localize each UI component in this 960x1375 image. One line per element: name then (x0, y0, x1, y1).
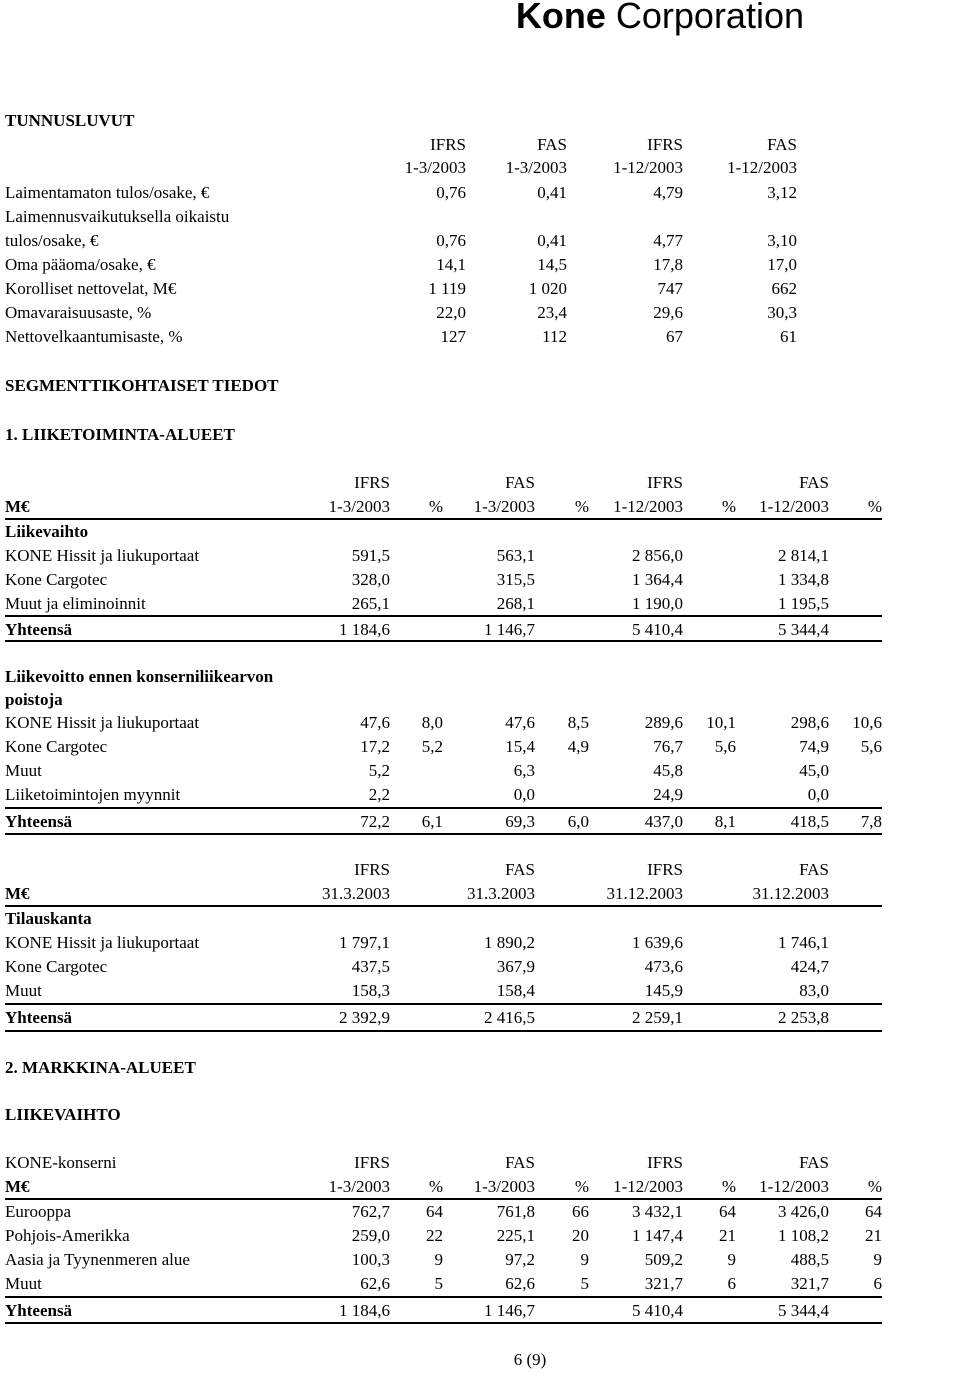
cell-value: 424,7 (790, 957, 829, 976)
cell-value: 158,3 (351, 981, 390, 1000)
column-header: FAS (537, 135, 567, 154)
cell-value: 367,9 (496, 957, 535, 976)
row-label: KONE Hissit ja liukuportaat (5, 713, 200, 732)
cell-value: 747 (657, 279, 683, 298)
cell-value: 47,6 (360, 713, 390, 732)
cell-value: 5,6 (714, 737, 736, 756)
unit-label: M€ (5, 1177, 30, 1196)
rule-line (5, 615, 882, 617)
column-header: % (867, 497, 882, 516)
cell-value: 3 432,1 (632, 1202, 683, 1221)
column-header: 1-12/2003 (727, 158, 797, 177)
column-header: 31.3.2003 (322, 884, 390, 903)
cell-value: 1 797,1 (339, 933, 390, 952)
row-label: Muut (5, 1274, 42, 1293)
column-header: IFRS (354, 860, 390, 879)
cell-value: 47,6 (505, 713, 535, 732)
row-label: Aasia ja Tyynenmeren alue (5, 1250, 190, 1269)
row-label: Oma pääoma/osake, € (5, 255, 156, 274)
column-header: IFRS (354, 1153, 390, 1172)
column-header: 1-12/2003 (613, 497, 683, 516)
column-header: 31.3.2003 (467, 884, 535, 903)
cell-value: 321,7 (644, 1274, 683, 1293)
column-header: FAS (799, 1153, 829, 1172)
row-label: Eurooppa (5, 1202, 72, 1221)
cell-value: 23,4 (537, 303, 567, 322)
cell-value: 62,6 (505, 1274, 535, 1293)
total-label: Yhteensä (5, 620, 73, 639)
cell-value: 1 108,2 (778, 1226, 829, 1245)
column-header: 1-12/2003 (759, 1177, 829, 1196)
cell-value: 8,0 (421, 713, 443, 732)
cell-value: 1 020 (528, 279, 567, 298)
cell-value: 315,5 (496, 570, 535, 589)
column-header: % (574, 1177, 589, 1196)
column-header: IFRS (647, 473, 683, 492)
total-value: 5 410,4 (632, 1301, 683, 1320)
cell-value: 0,41 (537, 183, 567, 202)
cell-value: 62,6 (360, 1274, 390, 1293)
row-label: Korolliset nettovelat, M€ (5, 279, 177, 298)
column-header: IFRS (647, 860, 683, 879)
column-header: 1-3/2003 (328, 1177, 390, 1196)
cell-value: 2,2 (368, 785, 390, 804)
cell-value: 328,0 (351, 570, 390, 589)
cell-value: 29,6 (653, 303, 683, 322)
cell-value: 298,6 (790, 713, 829, 732)
cell-value: 127 (440, 327, 466, 346)
total-value: 5 410,4 (632, 620, 683, 639)
logo-brand: Kone (515, 0, 606, 36)
column-header: FAS (505, 860, 535, 879)
cell-value: 14,1 (436, 255, 466, 274)
cell-value: 30,3 (767, 303, 797, 322)
company-logo (516, 0, 804, 36)
rule-line (5, 518, 882, 520)
cell-value: 145,9 (644, 981, 683, 1000)
cell-value: 112 (542, 327, 567, 346)
cell-value: 1 746,1 (778, 933, 829, 952)
cell-value: 761,8 (496, 1202, 535, 1221)
row-label: Pohjois-Amerikka (5, 1226, 130, 1245)
group-title: Liikevoitto ennen konserniliikearvon (5, 667, 274, 686)
cell-value: 8,5 (567, 713, 589, 732)
cell-value: 1 364,4 (632, 570, 683, 589)
column-header: % (721, 497, 736, 516)
column-header: FAS (799, 860, 829, 879)
cell-value: 6 (727, 1274, 736, 1293)
cell-value: 14,5 (537, 255, 567, 274)
rule-line (5, 807, 882, 809)
cell-value: 10,6 (852, 713, 882, 732)
total-value: 2 253,8 (778, 1008, 829, 1027)
column-header: 1-3/2003 (404, 158, 466, 177)
cell-value: 83,0 (799, 981, 829, 1000)
column-header: IFRS (647, 135, 683, 154)
cell-value: 3,12 (767, 183, 797, 202)
cell-value: 3,10 (767, 231, 797, 250)
cell-value: 4,77 (653, 231, 683, 250)
cell-value: 64 (426, 1202, 443, 1221)
rule-line (5, 640, 882, 642)
cell-value: 5,2 (368, 761, 390, 780)
total-value: 418,5 (790, 812, 829, 831)
column-header: FAS (505, 473, 535, 492)
cell-value: 0,0 (513, 785, 535, 804)
cell-value: 2 856,0 (632, 546, 683, 565)
row-label: Kone Cargotec (5, 570, 108, 589)
total-value: 1 184,6 (339, 1301, 390, 1320)
row-label: Liiketoimintojen myynnit (5, 785, 181, 804)
cell-value: 259,0 (351, 1226, 390, 1245)
cell-value: 6,3 (513, 761, 535, 780)
cell-value: 1 890,2 (484, 933, 535, 952)
total-value: 5 344,4 (778, 1301, 829, 1320)
total-value: 2 392,9 (339, 1008, 390, 1027)
cell-value: 0,41 (537, 231, 567, 250)
cell-value: 5 (580, 1274, 589, 1293)
cell-value: 1 119 (428, 279, 466, 298)
column-header: 1-12/2003 (759, 497, 829, 516)
cell-value: 563,1 (496, 546, 535, 565)
cell-value: 591,5 (351, 546, 390, 565)
rule-line (5, 833, 882, 835)
column-header: IFRS (354, 473, 390, 492)
cell-value: 45,0 (799, 761, 829, 780)
cell-value: 473,6 (644, 957, 683, 976)
column-header: 1-3/2003 (505, 158, 567, 177)
cell-value: 22,0 (436, 303, 466, 322)
total-value: 6,0 (567, 812, 589, 831)
cell-value: 6 (873, 1274, 882, 1293)
cell-value: 10,1 (706, 713, 736, 732)
cell-value: 61 (780, 327, 797, 346)
total-value: 2 259,1 (632, 1008, 683, 1027)
column-header: 1-3/2003 (473, 1177, 535, 1196)
column-header: 1-12/2003 (613, 158, 683, 177)
cell-value: 17,0 (767, 255, 797, 274)
column-header: IFRS (647, 1153, 683, 1172)
total-value: 1 184,6 (339, 620, 390, 639)
row-label: Laimentamaton tulos/osake, € (5, 183, 210, 202)
cell-value: 2 814,1 (778, 546, 829, 565)
column-header: % (428, 1177, 443, 1196)
cell-value: 5,6 (860, 737, 882, 756)
column-header: 31.12.2003 (752, 884, 829, 903)
total-value: 5 344,4 (778, 620, 829, 639)
row-label: Omavaraisuusaste, % (5, 303, 152, 322)
cell-value: 45,8 (653, 761, 683, 780)
cell-value: 1 195,5 (778, 594, 829, 613)
total-label: Yhteensä (5, 1008, 73, 1027)
column-header: 1-12/2003 (613, 1177, 683, 1196)
cell-value: 1 334,8 (778, 570, 829, 589)
cell-value: 21 (865, 1226, 882, 1245)
total-label: Yhteensä (5, 1301, 73, 1320)
column-header: FAS (505, 1153, 535, 1172)
row-label: Kone Cargotec (5, 737, 108, 756)
group-title: poistoja (5, 690, 63, 709)
total-value: 437,0 (644, 812, 683, 831)
group-label: KONE-konserni (5, 1153, 117, 1172)
row-label: Nettovelkaantumisaste, % (5, 327, 183, 346)
cell-value: 488,5 (790, 1250, 829, 1269)
column-header: 1-3/2003 (473, 497, 535, 516)
total-value: 72,2 (360, 812, 390, 831)
rule-line (5, 1296, 882, 1298)
rule-line (5, 1322, 882, 1324)
total-value: 7,8 (860, 812, 882, 831)
total-value: 6,1 (421, 812, 443, 831)
cell-value: 20 (572, 1226, 589, 1245)
cell-value: 0,76 (436, 183, 466, 202)
cell-value: 66 (572, 1202, 589, 1221)
row-label: KONE Hissit ja liukuportaat (5, 933, 200, 952)
cell-value: 225,1 (496, 1226, 535, 1245)
cell-value: 17,2 (360, 737, 390, 756)
cell-value: 265,1 (351, 594, 390, 613)
column-header: 1-3/2003 (328, 497, 390, 516)
cell-value: 321,7 (790, 1274, 829, 1293)
row-label: Muut ja eliminoinnit (5, 594, 146, 613)
cell-value: 762,7 (351, 1202, 390, 1221)
cell-value: 509,2 (644, 1250, 683, 1269)
cell-value: 21 (719, 1226, 736, 1245)
logo-company: Corporation (615, 0, 804, 36)
column-header: % (428, 497, 443, 516)
row-label: Kone Cargotec (5, 957, 108, 976)
section-title: TUNNUSLUVUT (5, 111, 135, 130)
rule-line (5, 905, 882, 907)
unit-label: M€ (5, 884, 30, 903)
group-title: Liikevaihto (5, 522, 89, 541)
column-header: 31.12.2003 (606, 884, 683, 903)
cell-value: 64 (719, 1202, 736, 1221)
cell-value: 76,7 (653, 737, 683, 756)
column-header: FAS (767, 135, 797, 154)
cell-value: 97,2 (505, 1250, 535, 1269)
column-header: % (574, 497, 589, 516)
column-header: % (721, 1177, 736, 1196)
row-label: Laimennusvaikutuksella oikaistu (5, 207, 230, 226)
row-label: Muut (5, 981, 42, 1000)
section-title: 1. LIIKETOIMINTA-ALUEET (5, 425, 235, 444)
cell-value: 158,4 (496, 981, 535, 1000)
total-value: 2 416,5 (484, 1008, 535, 1027)
cell-value: 64 (865, 1202, 882, 1221)
cell-value: 9 (580, 1250, 589, 1269)
row-label: tulos/osake, € (5, 231, 99, 250)
cell-value: 0,76 (436, 231, 466, 250)
unit-label: M€ (5, 497, 30, 516)
cell-value: 5,2 (421, 737, 443, 756)
column-header: FAS (799, 473, 829, 492)
total-label: Yhteensä (5, 812, 73, 831)
cell-value: 662 (771, 279, 797, 298)
total-value: 1 146,7 (484, 1301, 535, 1320)
row-label: KONE Hissit ja liukuportaat (5, 546, 200, 565)
cell-value: 268,1 (496, 594, 535, 613)
rule-line (5, 1030, 882, 1032)
cell-value: 289,6 (644, 713, 683, 732)
section-title: SEGMENTTIKOHTAISET TIEDOT (5, 376, 279, 395)
rule-line (5, 1003, 882, 1005)
cell-value: 9 (873, 1250, 882, 1269)
cell-value: 4,79 (653, 183, 683, 202)
cell-value: 1 147,4 (632, 1226, 683, 1245)
cell-value: 100,3 (351, 1250, 390, 1269)
cell-value: 5 (434, 1274, 443, 1293)
cell-value: 1 639,6 (632, 933, 683, 952)
cell-value: 437,5 (351, 957, 390, 976)
column-header: % (867, 1177, 882, 1196)
total-value: 8,1 (714, 812, 736, 831)
cell-value: 67 (666, 327, 683, 346)
column-header: IFRS (430, 135, 466, 154)
cell-value: 0,0 (807, 785, 829, 804)
cell-value: 9 (727, 1250, 736, 1269)
section-title: LIIKEVAIHTO (5, 1105, 121, 1124)
cell-value: 22 (426, 1226, 443, 1245)
cell-value: 17,8 (653, 255, 683, 274)
row-label: Muut (5, 761, 42, 780)
total-value: 1 146,7 (484, 620, 535, 639)
cell-value: 9 (434, 1250, 443, 1269)
group-title: Tilauskanta (5, 909, 92, 928)
section-title: 2. MARKKINA-ALUEET (5, 1058, 196, 1077)
cell-value: 4,9 (567, 737, 589, 756)
cell-value: 15,4 (505, 737, 535, 756)
cell-value: 3 426,0 (778, 1202, 829, 1221)
total-value: 69,3 (505, 812, 535, 831)
page-number: 6 (9) (513, 1350, 547, 1369)
rule-line (5, 1198, 882, 1200)
cell-value: 1 190,0 (632, 594, 683, 613)
cell-value: 24,9 (653, 785, 683, 804)
cell-value: 74,9 (799, 737, 829, 756)
